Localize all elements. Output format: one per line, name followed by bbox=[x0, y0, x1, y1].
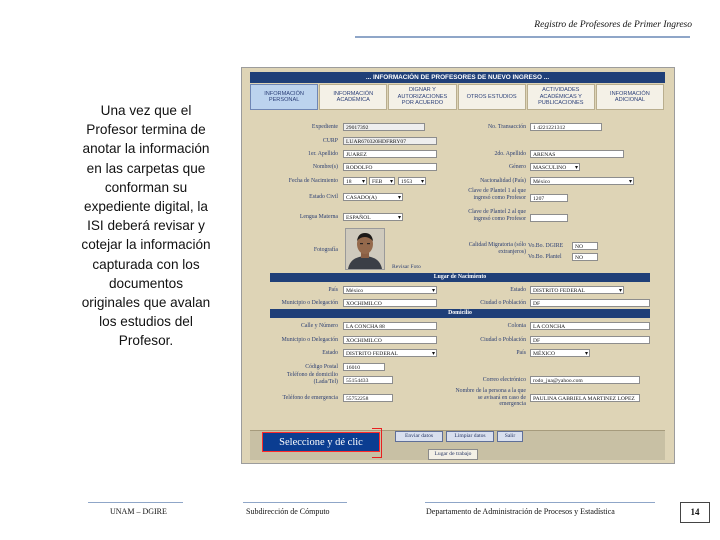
dom-tel-emergencia-label: Teléfono de emergencia bbox=[282, 395, 338, 401]
slide-title: Registro de Profesores de Primer Ingreso bbox=[534, 20, 692, 30]
nombre-label: Nombre(s) bbox=[312, 164, 338, 170]
expediente-label: Expediente bbox=[311, 124, 338, 130]
lengua-materna-select[interactable]: ESPAÑOL ▾ bbox=[343, 213, 403, 221]
callout-select-click: Seleccione y dé clic bbox=[262, 432, 380, 452]
dom-ciudad-field[interactable]: DF bbox=[530, 336, 650, 344]
dom-cp-label: Código Postal bbox=[305, 364, 338, 370]
nac-estado-label: Estado bbox=[510, 287, 526, 293]
plantel-1-label: Clave de Plantel 1 al que ingresó como Profesor bbox=[468, 188, 526, 201]
segundo-apellido-label: 2do. Apellido bbox=[494, 151, 526, 157]
lengua-materna-label: Lengua Materna bbox=[299, 214, 338, 220]
dom-calle-label: Calle y Número bbox=[300, 323, 338, 329]
footer-rule-center bbox=[243, 502, 347, 503]
nac-municipio-label: Municipio o Delegación bbox=[281, 300, 338, 306]
dom-nombre-emergencia-label: Nombre de la persona a la que se avisará en caso de emergencia bbox=[455, 388, 526, 407]
dom-municipio-label: Municipio o Delegación bbox=[281, 337, 338, 343]
fecha-nacimiento-label: Fecha de Nacimiento bbox=[288, 178, 338, 184]
profile-photo bbox=[345, 228, 385, 270]
curp-label: CURP bbox=[322, 138, 338, 144]
dom-colonia-field[interactable]: LA CONCHA bbox=[530, 322, 650, 330]
nacionalidad-select[interactable]: México ▾ bbox=[530, 177, 634, 185]
nac-municipio-field[interactable]: XOCHIMILCO bbox=[343, 299, 437, 307]
estado-civil-label: Estado Civil bbox=[309, 194, 338, 200]
dom-nombre-emergencia-field[interactable]: PAULINA GABRIELA MARTINEZ LOPEZ bbox=[530, 394, 640, 402]
limpiar-datos-button[interactable]: Limpiar datos bbox=[446, 431, 494, 442]
birth-year-select[interactable]: 1953 ▾ bbox=[398, 177, 426, 185]
birth-day-select[interactable]: 18 ▾ bbox=[343, 177, 367, 185]
footer-departamento: Departamento de Administración de Procesos y Estadística bbox=[426, 507, 615, 516]
nac-pais-select[interactable]: México ▾ bbox=[343, 286, 437, 294]
vobo-dgire-field[interactable]: NO bbox=[572, 242, 598, 250]
nacionalidad-label: Nacionalidad (País) bbox=[480, 178, 526, 184]
plantel-2-label: Clave de Plantel 2 al que ingresó como Profesor bbox=[468, 209, 526, 222]
app-header: ... INFORMACIÓN DE PROFESORES DE NUEVO INGRESO ... bbox=[250, 72, 665, 83]
lugar-trabajo-button[interactable]: Lugar de trabajo bbox=[428, 449, 478, 460]
tab-informacion-adicional[interactable]: INFORMACIÓN ADICIONAL bbox=[596, 84, 664, 110]
dom-tel-emergencia-field[interactable]: 55752258 bbox=[343, 394, 393, 402]
app-tabs bbox=[250, 84, 665, 110]
nac-pais-label: País bbox=[328, 287, 338, 293]
nac-ciudad-field[interactable]: DF bbox=[530, 299, 650, 307]
vobo-plantel-field[interactable]: NO bbox=[572, 253, 598, 261]
footer-subdireccion: Subdirección de Cómputo bbox=[246, 507, 330, 516]
dom-estado-label: Estado bbox=[322, 350, 338, 356]
dom-colonia-label: Colonia bbox=[507, 323, 526, 329]
dom-cp-field[interactable]: 16010 bbox=[343, 363, 385, 371]
expediente-field[interactable]: 29017392 bbox=[343, 123, 425, 131]
dom-pais-select[interactable]: MÉXICO ▾ bbox=[530, 349, 590, 357]
dom-calle-field[interactable]: LA CONCHA 88 bbox=[343, 322, 437, 330]
curp-field[interactable]: LUAR670320HDFRRY07 bbox=[343, 137, 437, 145]
footer-unam: UNAM – DGIRE bbox=[110, 507, 167, 516]
tab-informacion-personal[interactable]: INFORMACIÓN PERSONAL bbox=[250, 84, 318, 110]
dom-correo-field[interactable]: rodo_jua@yahoo.com bbox=[530, 376, 640, 384]
title-divider bbox=[355, 36, 690, 38]
nac-estado-select[interactable]: DISTRITO FEDERAL ▾ bbox=[530, 286, 624, 294]
nombre-field[interactable]: RODOLFO bbox=[343, 163, 437, 171]
primer-apellido-field[interactable]: JUAREZ bbox=[343, 150, 437, 158]
tab-otros-estudios[interactable]: OTROS ESTUDIOS bbox=[458, 84, 526, 110]
estado-civil-select[interactable]: CASADO(A) ▾ bbox=[343, 193, 403, 201]
plantel-1-field[interactable]: 1207 bbox=[530, 194, 568, 202]
dom-telefono-label: Teléfono de domicilio (Lada/Tel) bbox=[286, 372, 338, 385]
dom-ciudad-label: Ciudad o Población bbox=[480, 337, 526, 343]
calidad-migratoria-label: Calidad Migratoria (sólo extranjeros) bbox=[468, 242, 526, 255]
footer-rule-right bbox=[425, 502, 655, 503]
plantel-2-field[interactable] bbox=[530, 214, 568, 222]
genero-select[interactable]: MASCULINO ▾ bbox=[530, 163, 580, 171]
genero-label: Género bbox=[508, 164, 526, 170]
callout-bracket bbox=[372, 428, 382, 458]
birth-month-select[interactable]: FEB ▾ bbox=[369, 177, 395, 185]
dom-estado-select[interactable]: DISTRITO FEDERAL ▾ bbox=[343, 349, 437, 357]
primer-apellido-label: 1er. Apellido bbox=[308, 151, 338, 157]
footer-rule-left bbox=[88, 502, 183, 503]
vobo-dgire-label: Vo.Bo. DGIRE bbox=[528, 243, 564, 249]
person-photo-icon bbox=[346, 229, 384, 269]
segundo-apellido-field[interactable]: ARENAS bbox=[530, 150, 624, 158]
instruction-text: Una vez que el Profesor termina de anotar la información en las carpetas que conforman su expediente digital, la ISI deberá revisar y cotejar la información capturada con los documentos originales que avalan los estudios del Profesor. bbox=[81, 103, 211, 349]
dom-correo-label: Correo electrónico bbox=[482, 377, 526, 383]
nac-ciudad-label: Ciudad o Población bbox=[480, 300, 526, 306]
vobo-plantel-label: Vo.Bo. Plantel bbox=[528, 254, 562, 260]
enviar-datos-button[interactable]: Enviar datos bbox=[395, 431, 443, 442]
tab-actividades-academicas[interactable]: ACTIVIDADES ACADÉMICAS Y PUBLICACIONES bbox=[527, 84, 595, 110]
fotografia-label: Fotografía bbox=[313, 247, 338, 253]
photo-caption[interactable]: Revisar Foto bbox=[392, 264, 421, 270]
section-domicilio: Domicilio bbox=[270, 309, 650, 318]
no-transaccion-label: No. Transacción bbox=[488, 124, 526, 130]
tab-dignar-autorizaciones[interactable]: DIGNAR Y AUTORIZACIONES POR ACUERDO bbox=[388, 84, 456, 110]
page-number: 14 bbox=[680, 502, 710, 523]
tab-informacion-academica[interactable]: INFORMACIÓN ACADÉMICA bbox=[319, 84, 387, 110]
dom-pais-label: País bbox=[516, 350, 526, 356]
section-lugar-nacimiento: Lugar de Nacimiento bbox=[270, 273, 650, 282]
salir-button[interactable]: Salir bbox=[497, 431, 523, 442]
dom-telefono-field[interactable]: 55154433 bbox=[343, 376, 393, 384]
no-transaccion-field[interactable]: 1 4221221312 bbox=[530, 123, 602, 131]
dom-municipio-field[interactable]: XOCHIMILCO bbox=[343, 336, 437, 344]
